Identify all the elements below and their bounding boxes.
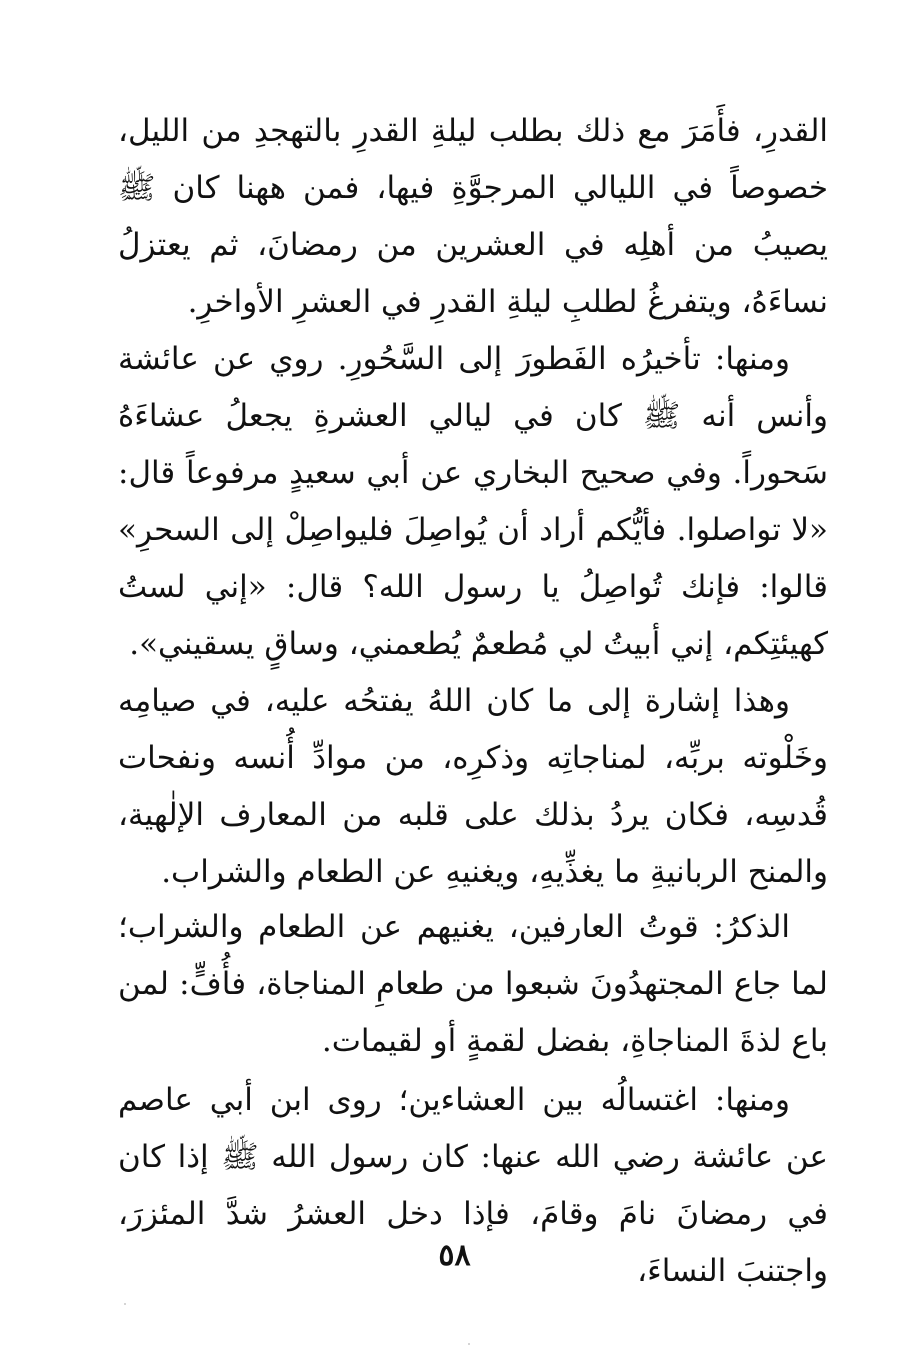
scan-speck: [468, 1343, 470, 1345]
scan-speck: [124, 1303, 126, 1305]
paragraph-5: ومنها: اغتسالُه بين العشاءين؛ روى ابن أبي عاصم عن عائشة رضي الله عنها: كان رسول الله ﷺ إذا كان في رمضانَ نامَ وقامَ، فإذا دخل العشرُ شدَّ المئزرَ، واجتنبَ النساءَ،: [118, 1082, 828, 1289]
paragraph-3: وهذا إشارة إلى ما كان اللهُ يفتحُه عليه، في صيامِه وخَلْوته بربِّه، لمناجاتِه وذكرِه، من موادِّ أُنسه ونفحات قُدسِه، فكان يردُ بذلك على قلبه من المعارف الإلٰهية، والمنح الربانيةِ ما يغذِّيهِ، ويغنيهِ عن الطعام والشراب.: [118, 683, 828, 890]
paragraph-1: القدرِ، فأَمَرَ مع ذلك بطلب ليلةِ القدرِ بالتهجدِ من الليل، خصوصاً في الليالي المرجوَّةِ فيها، فمن ههنا كان ﷺ يصيبُ من أهلِه في العشرين من رمضانَ، ثم يعتزلُ نساءَهُ، ويتفرغُ لطلبِ ليلةِ القدرِ في العشرِ الأواخرِ.: [118, 113, 828, 320]
page-number: ٥٨: [438, 1238, 471, 1273]
paragraph-2: ومنها: تأخيرُه الفَطورَ إلى السَّحُورِ. روي عن عائشة وأنس أنه ﷺ كان في ليالي العشرةِ يجعلُ عشاءَهُ سَحوراً. وفي صحيح البخاري عن أبي سعيدٍ مرفوعاً قال: «لا تواصلوا. فأيُّكم أراد أن يُواصِلَ فليواصِلْ إلى السحرِ» قالوا: فإنك تُواصِلُ يا رسول الله؟ قال: «إني لستُ كهيئتِكم، إني أبيتُ لي مُطعمٌ يُطعمني، وساقٍ يسقيني».: [118, 341, 828, 662]
paragraph-4: الذكرُ: قوتُ العارفين، يغنيهم عن الطعام والشراب؛ لما جاع المجتهدُونَ شبعوا من طعامِ المناجاة، فأُفٍّ: لمن باع لذةَ المناجاةِ، بفضل لقمةٍ أو لقيمات.: [118, 909, 828, 1059]
